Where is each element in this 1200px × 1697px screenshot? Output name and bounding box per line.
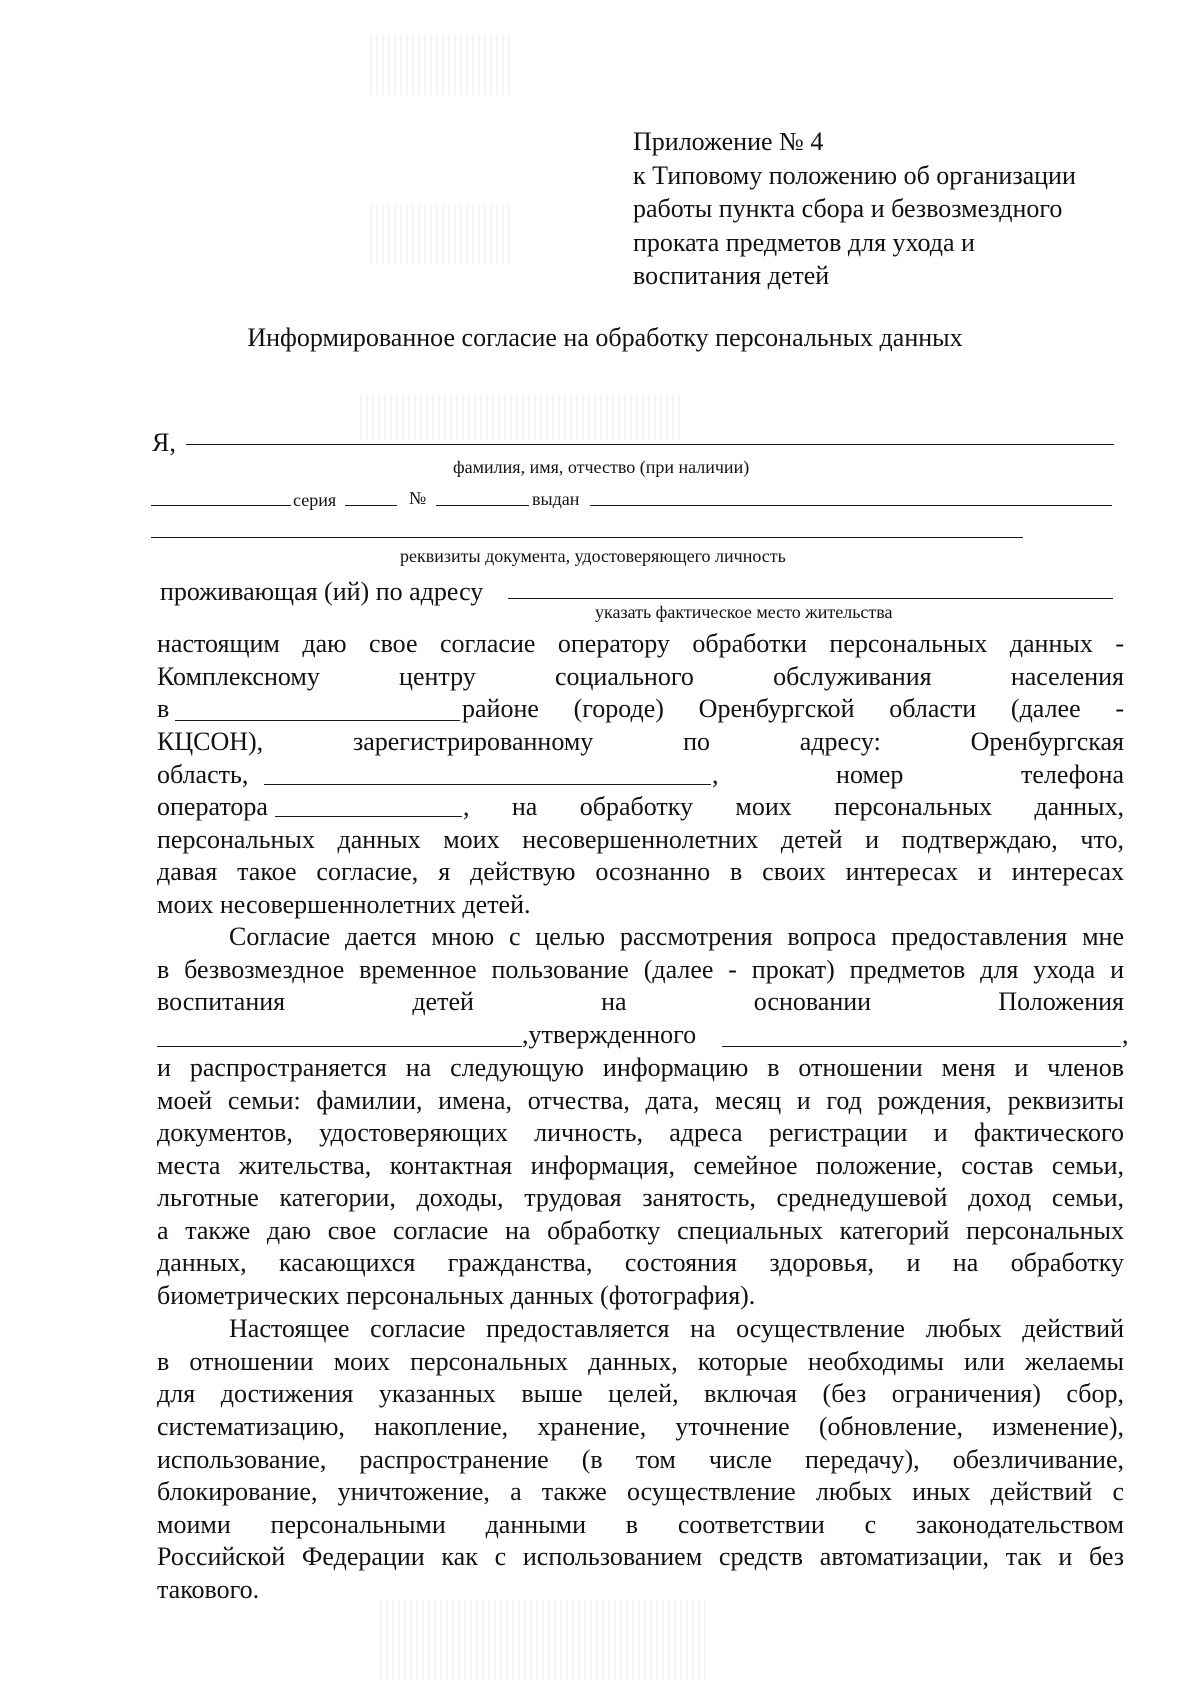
appendix-line: к Типовому положению об организации <box>633 160 1076 190</box>
operator-address-field[interactable] <box>264 784 711 785</box>
paragraph1-line-prefix: в <box>157 694 170 723</box>
paragraph1-line: Комплексному центру социального обслуживания населения <box>157 662 1124 691</box>
paragraph1-line: КЦСОН), зарегистрированному по адресу: Оренбургская <box>157 727 1124 756</box>
paragraph1-line: давая такое согласие, я действую осознанно в своих интересах и интересах <box>157 857 1124 886</box>
address-caption: указать фактическое место жительства <box>595 602 893 622</box>
paragraph1-line-prefix: оператора <box>157 792 268 821</box>
operator-phone-field[interactable] <box>275 816 462 817</box>
paragraph2-line: биометрических персональных данных (фотография). <box>157 1281 756 1310</box>
district-field[interactable] <box>175 720 460 721</box>
paragraph3-line: Российской Федерации как с использованием средств автоматизации, так и без <box>157 1542 1124 1571</box>
paragraph2-line: и распространяется на следующую информацию в отношении меня и членов <box>157 1053 1124 1082</box>
appendix-line: работы пункта сбора и безвозмездного <box>633 194 1063 223</box>
scan-noise <box>380 1600 710 1680</box>
approved-by-field[interactable] <box>722 1046 1121 1047</box>
paragraph1-line-prefix: область, <box>157 760 249 789</box>
paragraph1-line: , на обработку моих персональных данных, <box>463 792 1124 821</box>
number-field[interactable] <box>436 505 529 506</box>
paragraph2-line: документов, удостоверяющих личность, адреса регистрации и фактического <box>157 1118 1124 1147</box>
series-field[interactable] <box>345 505 397 506</box>
document-title: Информированное согласие на обработку персональных данных <box>247 323 963 352</box>
paragraph2-line: Согласие дается мною с целью рассмотрения вопроса предоставления мне <box>229 922 1124 951</box>
appendix-header <box>633 125 1153 293</box>
address-field[interactable] <box>508 598 1113 599</box>
paragraph3-line: использование, распространение (в том числе передачу), обезличивание, <box>157 1445 1124 1474</box>
paragraph3-line: такового. <box>157 1575 260 1604</box>
paragraph3-line: Настоящее согласие предоставляется на осуществление любых действий <box>229 1314 1124 1343</box>
paragraph1-line: персональных данных моих несовершеннолетних детей и подтверждаю, что, <box>157 825 1124 854</box>
paragraph2-line: моей семьи: фамилии, имена, отчества, дата, месяц и год рождения, реквизиты <box>157 1086 1124 1115</box>
regulation-field[interactable] <box>157 1046 522 1047</box>
issued-label: выдан <box>532 489 580 509</box>
fio-caption: фамилия, имя, отчество (при наличии) <box>453 457 750 477</box>
paragraph1-line: настоящим даю свое согласие оператору обработки персональных данных - <box>157 629 1124 658</box>
paragraph3-line: блокирование, уничтожение, а также осуществление любых иных действий с <box>157 1477 1124 1506</box>
paragraph1-line: моих несовершеннолетних детей. <box>157 890 531 919</box>
appendix-line: проката предметов для ухода и <box>633 227 975 257</box>
appendix-line: Приложение № 4 <box>633 127 824 156</box>
scan-noise <box>370 205 510 265</box>
doc-type-field[interactable] <box>151 505 291 506</box>
series-label: серия <box>293 490 337 510</box>
fio-field[interactable] <box>186 444 1114 445</box>
paragraph3-line: в отношении моих персональных данных, которые необходимы или желаемы <box>157 1347 1124 1376</box>
paragraph2-line: в безвозмездное временное пользование (далее - прокат) предметов для ухода и <box>157 955 1124 984</box>
address-label: проживающая (ий) по адресу <box>160 577 484 606</box>
paragraph1-line: , номер телефона <box>712 760 1124 789</box>
issued-field[interactable] <box>590 505 1112 506</box>
paragraph2-line: , <box>1122 1020 1129 1049</box>
paragraph3-line: систематизацию, накопление, хранение, уточнение (обновление, изменение), <box>157 1412 1124 1441</box>
paragraph3-line: моими персональными данными в соответствии с законодательством <box>157 1510 1124 1539</box>
paragraph2-line: данных, касающихся гражданства, состояния здоровья, и на обработку <box>157 1248 1124 1277</box>
appendix-line: воспитания детей <box>633 261 830 290</box>
paragraph2-line: места жительства, контактная информация, семейное положение, состав семьи, <box>157 1151 1124 1180</box>
number-label: № <box>409 488 427 508</box>
doc-caption: реквизиты документа, удостоверяющего личность <box>400 546 786 566</box>
doc-details-field[interactable] <box>151 537 1023 538</box>
i-label: Я, <box>152 428 176 457</box>
paragraph2-line: воспитания детей на основании Положения <box>157 987 1124 1016</box>
paragraph3-line: для достижения указанных выше целей, включая (без ограничения) сбор, <box>157 1379 1124 1408</box>
paragraph2-line: а также даю свое согласие на обработку специальных категорий персональных <box>157 1216 1124 1245</box>
paragraph1-line: районе (городе) Оренбургской области (далее - <box>462 694 1124 723</box>
paragraph2-line: льготные категории, доходы, трудовая занятость, среднедушевой доход семьи, <box>157 1183 1124 1212</box>
scan-noise <box>370 35 510 95</box>
scan-noise <box>360 395 680 440</box>
paragraph2-line: ,утвержденного <box>522 1020 697 1049</box>
